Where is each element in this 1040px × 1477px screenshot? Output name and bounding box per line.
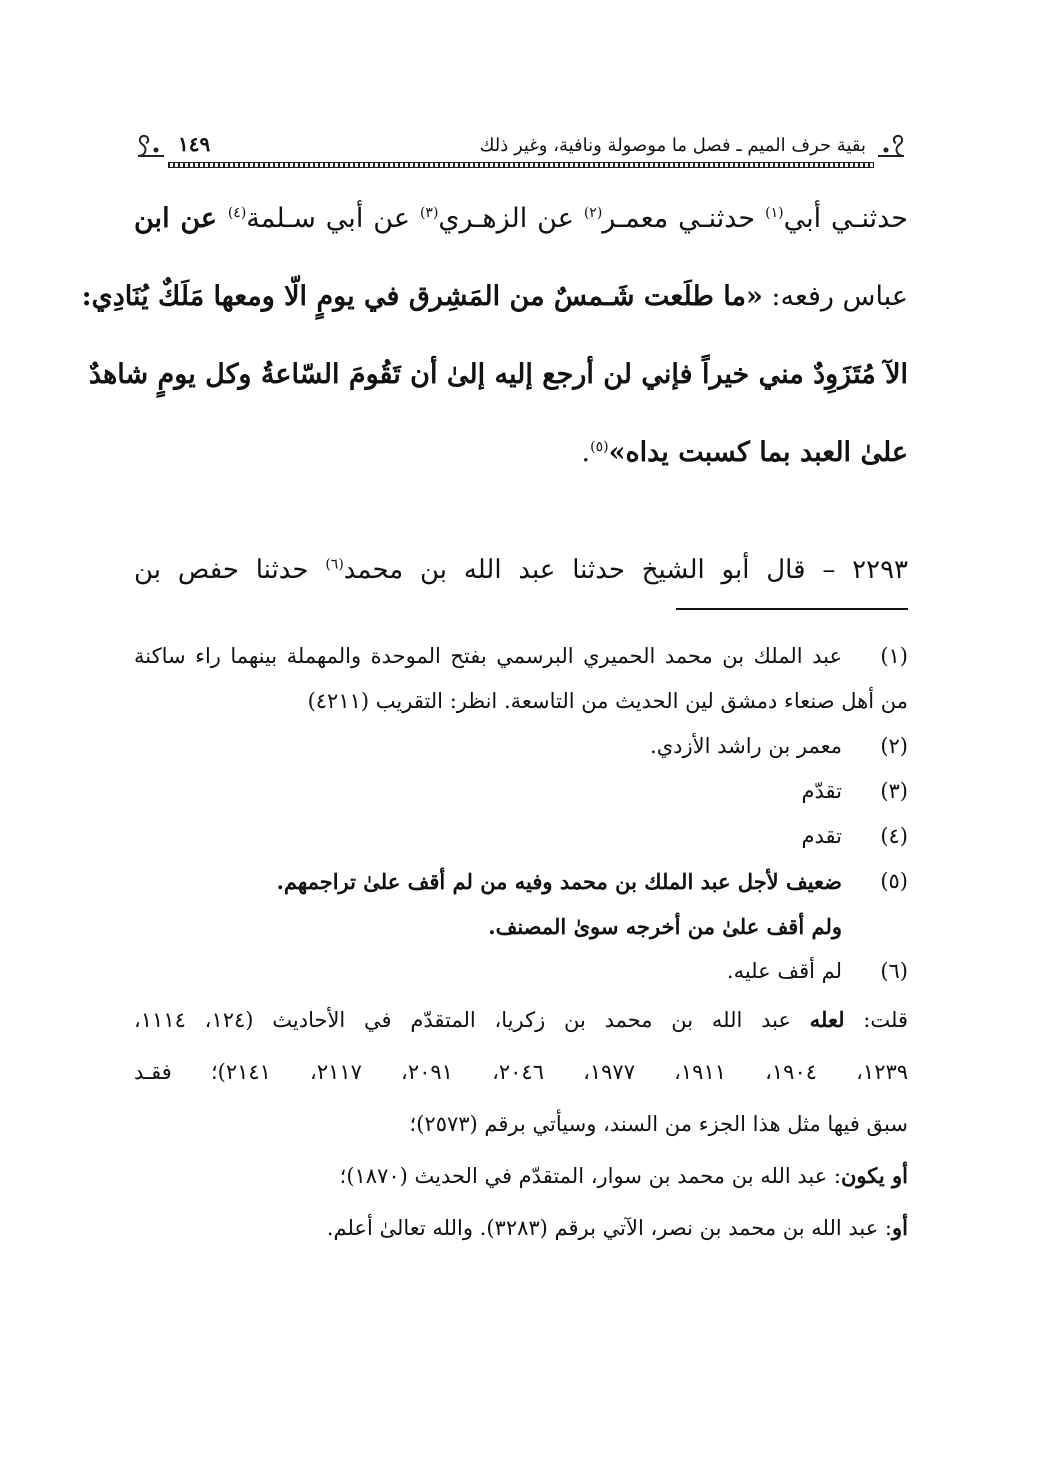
footnote-3	[134, 769, 908, 814]
note-line	[134, 1150, 908, 1202]
note-line: سبق فيها مثل هذا الجزء من السند، وسيأتي برقم (٢٥٧٣)؛	[409, 1112, 908, 1136]
text-run: أو يكون	[841, 1163, 908, 1188]
note-line	[134, 994, 908, 1046]
footnote-text: ولم أقف علىٰ من أخرجه سوىٰ المصنف.	[488, 914, 842, 939]
footnote-ref: (٥)	[590, 439, 609, 455]
text-run: .	[581, 437, 591, 468]
footnote-4	[134, 814, 908, 859]
text-run: عن أبي سـلمة	[246, 203, 420, 234]
footnote-text: لم أقف عليه.	[726, 959, 842, 983]
footnote-number: (٣)	[880, 779, 908, 803]
footnote-separator	[676, 608, 908, 610]
hadith-text: علىٰ العبد بما كسبت يداه»	[608, 437, 908, 468]
main-text	[81, 180, 908, 492]
text-run: لعله	[809, 1007, 845, 1032]
footnote-number: (٢)	[880, 734, 908, 758]
text-run: عن الزهـري	[438, 203, 584, 234]
footnote-number: (٤)	[880, 824, 908, 848]
text-run: عن ابن	[134, 203, 228, 234]
footnote-ref: (٣)	[419, 205, 439, 221]
footnote-text: من أهل صنعاء دمشق لين الحديث من التاسعة. انظر: التقريب (٤٢١١)	[307, 689, 908, 713]
main-line	[88, 336, 908, 414]
footnote-number: (٦)	[880, 959, 908, 983]
note-line	[134, 1202, 908, 1254]
footnote-text: تقدّم	[801, 779, 842, 803]
footnote-text: معمر بن راشد الأزدي.	[650, 734, 842, 758]
text-run: حدثنا حفص بن	[134, 555, 326, 585]
text-run: حدثنـي معمـر	[602, 203, 766, 234]
footnotes	[134, 634, 908, 1254]
main-line	[134, 180, 908, 258]
hadith-text: الآ مُتَزَوِدٌ مني خيراً فإني لن أرجع إليه إلىٰ أن تَقُومَ السّاعةُ وكل يومٍ شاهدٌ	[88, 359, 908, 390]
footnote-number: (٥)	[880, 869, 908, 893]
header-rule	[168, 162, 874, 168]
note-line: ١٢٣٩، ١٩٠٤، ١٩١١، ١٩٧٧، ٢٠٤٦، ٢٠٩١، ٢١١٧، ٢١٤١)؛ فقـد	[134, 1060, 909, 1084]
hadith-2293-line	[134, 540, 908, 600]
text-run: : عبد الله بن محمد بن نصر، الآتي برقم (٣٢٨٣). والله تعالىٰ أعلم.	[326, 1216, 893, 1240]
text-run: عبد الله بن محمد بن زكريا، المتقدّم في الأحاديث (١٢٤، ١١١٤،	[134, 1008, 810, 1032]
footnote-ref: (٦)	[325, 556, 344, 573]
footnote-1	[134, 634, 908, 724]
main-line	[81, 258, 908, 336]
footnote-ref: (٢)	[583, 205, 603, 221]
page-number: ١٤٩	[178, 132, 211, 156]
footnote-6	[134, 949, 908, 994]
text-run: حدثنـي أبي	[783, 203, 908, 234]
footnote-ref: (١)	[765, 205, 784, 221]
footnote-ref: (٤)	[227, 205, 247, 221]
text-run: ٢٢٩٣ – قال أبو الشيخ حدثنا عبد الله بن محمد	[343, 555, 909, 585]
main-line	[134, 414, 908, 492]
hadith-text: «ما طلَعت شَـمسٌ من المَشِرق في يومٍ الّا ومعها مَلَكٌ يُنَادِي:	[81, 281, 763, 312]
header-ornament-right-icon	[874, 130, 908, 160]
footnote-5	[134, 859, 908, 949]
text-run: أو	[892, 1215, 908, 1240]
text-run: : عبد الله بن محمد بن سوار، المتقدّم في الحديث (١٨٧٠)؛	[339, 1164, 841, 1188]
footnote-6-note	[134, 994, 908, 1254]
header-ornament-left-icon	[134, 130, 168, 160]
header-title: بقية حرف الميم ـ فصل ما موصولة ونافية، وغير ذلك	[479, 135, 866, 156]
footnote-2	[134, 724, 908, 769]
footnote-text: تقدم	[801, 824, 842, 848]
running-header	[134, 128, 908, 172]
text-run: قلت:	[844, 1008, 908, 1032]
text-run: عباس رفعه:	[762, 281, 908, 312]
footnote-text: ضعيف لأجل عبد الملك بن محمد وفيه من لم أقف علىٰ تراجمهم.	[276, 869, 842, 894]
footnote-number: (١)	[880, 644, 908, 668]
footnote-text: عبد الملك بن محمد الحميري البرسمي بفتح الموحدة والمهملة بينهما راء ساكنة	[134, 644, 842, 668]
